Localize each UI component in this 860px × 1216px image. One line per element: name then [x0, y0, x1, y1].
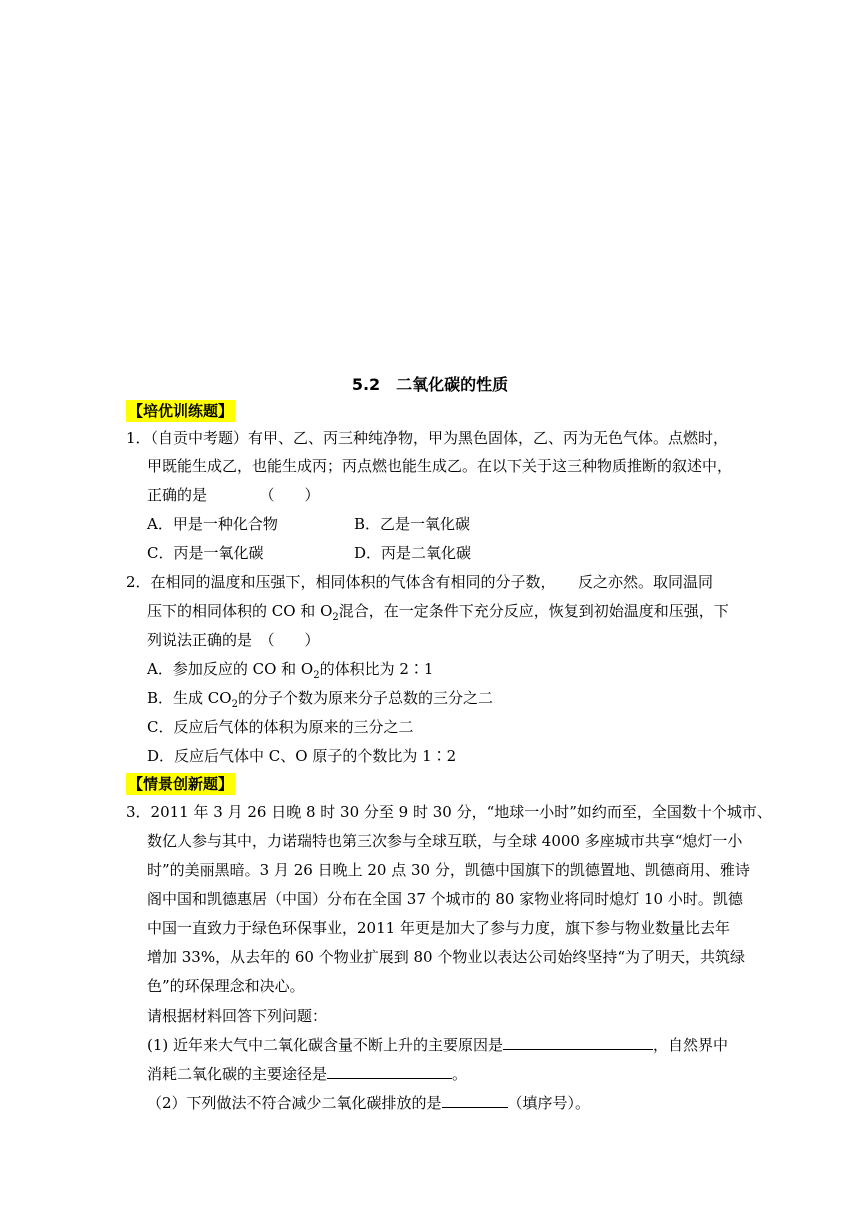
- q3-line-6: 增加 33%，从去年的 60 个物业扩展到 80 个物业以表达公司始终坚持“为了明天，共筑绿: [147, 948, 746, 966]
- answer-blank-2[interactable]: [327, 1064, 452, 1079]
- q1-option-a: A．甲是一种化合物: [147, 515, 278, 533]
- q3-line-8: 请根据材料回答下列问题：: [147, 1007, 328, 1025]
- q2-line-2: 压下的相同体积的 CO 和 $O_2$混合，在一定条件下充分反应，恢复到初始温度和压强，下: [147, 602, 729, 623]
- q3-line-7: 色”的环保理念和决心。: [147, 977, 305, 995]
- q3-line-1: 3．2011 年 3 月 26 日晚 8 时 30 分至 9 时 30 分，“地球一小时”如约而至，全国数十个城市、: [126, 803, 772, 821]
- q1-line-1: 1．（自贡中考题）有甲、乙、丙三种纯净物，甲为黑色固体，乙、丙为无色气体。点燃时，: [126, 429, 729, 447]
- q2-option-d: D．反应后气体中 C、O 原子的个数比为 1∶2: [147, 747, 457, 765]
- q3-line-4: 阁中国和凯德惠居（中国）分布在全国 37 个城市的 80 家物业将同时熄灯 10 小时。凯德: [147, 890, 743, 908]
- q2-option-a: A．参加反应的 CO 和 $O_2$的体积比为 2∶1: [147, 660, 434, 681]
- q1-option-c: C．丙是一氧化碳: [147, 544, 264, 562]
- q3-line-2: 数亿人参与其中，力诺瑞特也第三次参与全球互联，与全球 4000 多座城市共享“熄灯一小: [147, 832, 743, 850]
- q1-line-3: 正确的是 （ ）: [147, 486, 320, 504]
- section-heading-training: 【培优训练题】: [128, 402, 234, 420]
- answer-blank-1[interactable]: [503, 1035, 653, 1050]
- q3-part-2-line-1: （2）下列做法不符合减少二氧化碳排放的是 （填序号）。: [147, 1094, 591, 1112]
- q3-part-1-line-2: 消耗二氧化碳的主要途径是 。: [147, 1065, 468, 1083]
- q3-line-3: 时”的美丽黑暗。3 月 26 日晚上 20 点 30 分，凯德中国旗下的凯德置地、凯德商用、雅诗: [147, 861, 750, 879]
- answer-blank-3[interactable]: [442, 1093, 508, 1108]
- q3-line-5: 中国一直致力于绿色环保事业，2011 年更是加大了参与力度，旗下参与物业数量比去年: [147, 919, 730, 937]
- q2-option-c: C．反应后气体的体积为原来的三分之二: [147, 718, 414, 736]
- q3-part-1-line-1: (1) 近年来大气中二氧化碳含量不断上升的主要原因是 ，自然界中: [147, 1036, 729, 1054]
- q2-option-b: B．生成 $CO_2$的分子个数为原来分子总数的三分之二: [147, 689, 493, 710]
- page-title: 5.2 二氧化碳的性质: [351, 375, 509, 394]
- section-heading-scenario: 【情景创新题】: [128, 775, 234, 793]
- q1-line-2: 甲既能生成乙，也能生成丙；丙点燃也能生成乙。在以下关于这三种物质推断的叙述中，: [147, 457, 733, 475]
- q2-line-1: 2．在相同的温度和压强下，相同体积的气体含有相同的分子数， 反之亦然。取同温同: [126, 573, 714, 591]
- q1-option-b: B．乙是一氧化碳: [354, 515, 471, 533]
- q1-option-d: D．丙是二氧化碳: [354, 544, 472, 562]
- q2-line-3: 列说法正确的是 （ ）: [147, 631, 320, 649]
